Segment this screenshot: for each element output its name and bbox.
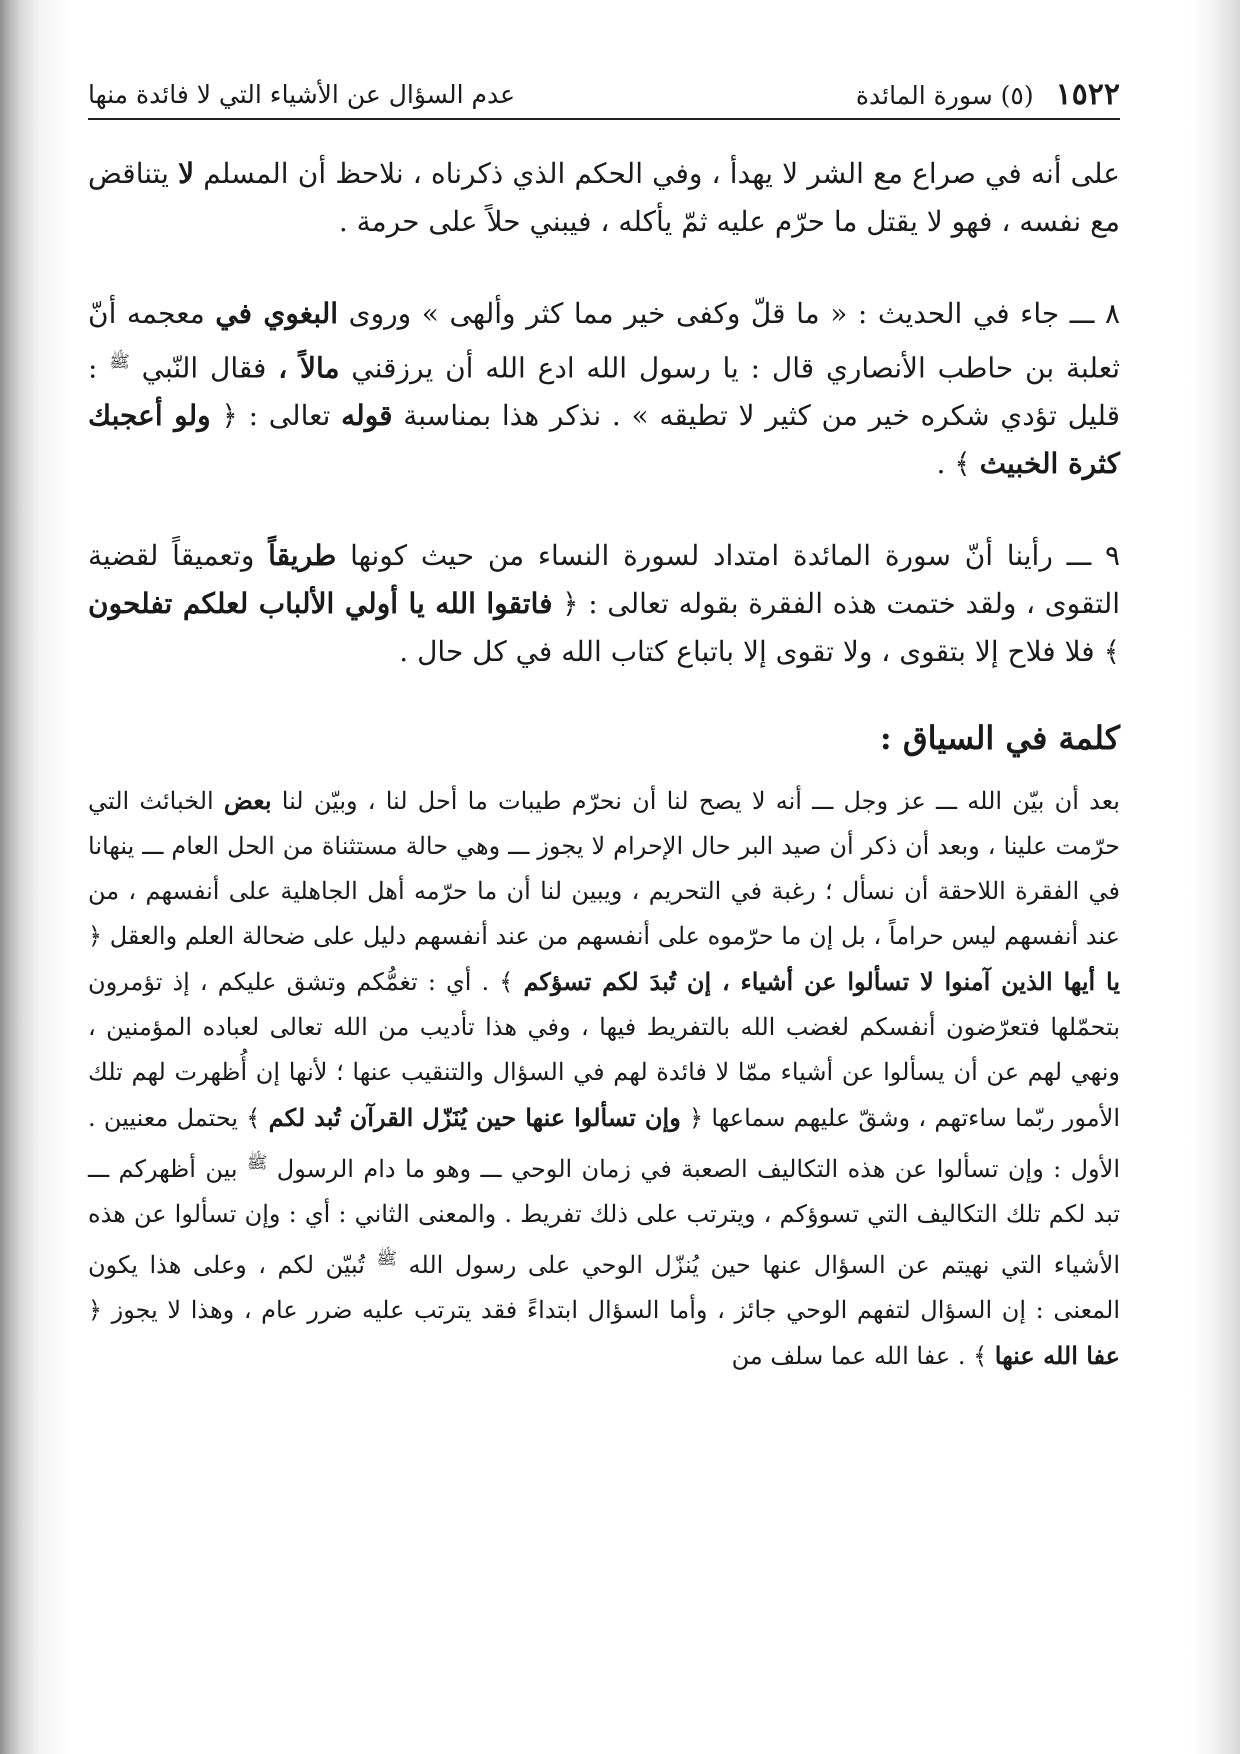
bold-run: طريقاً [268, 539, 337, 573]
bold-run: قوله [341, 399, 393, 433]
section-heading: كلمة في السياق : [879, 719, 1120, 758]
header-topic: عدم السؤال عن الأشياء التي لا فائدة منها [88, 79, 516, 109]
bold-run: بعض [223, 786, 272, 816]
page-body [88, 150, 1120, 1730]
salla-ligature: ﷺ [376, 1249, 398, 1270]
bold-run: مالاً ، [278, 351, 340, 385]
quran-quote: ولو أعجبك كثرة الخبيث [88, 399, 1120, 481]
text-run: فقال النّبي [129, 351, 279, 385]
text-run: ﴾ فلا فلاح إلا بتقوى ، ولا تقوى إلا باتباع كتاب الله في كل حال . [399, 635, 1120, 669]
bold-run: البغوي في [215, 297, 339, 330]
text-run: يتناقض مع نفسه ، فهو لا يقتل ما حرّم عليه ثمّ يأكله ، فيبني حلاً على حرمة . [88, 157, 1120, 238]
salla-ligature: ﷺ [109, 352, 130, 372]
text-run: ٩ ـــ رأينا أنّ سورة المائدة امتداد لسورة النساء من حيث كونها [336, 539, 1120, 573]
text-run: بعد أن بيّن الله ـــ عز وجل ـــ أنه لا يصح لنا أن نحرّم طيبات ما أحل لنا ، وبيّن لنا [271, 787, 1120, 816]
header-right [856, 77, 1120, 112]
salla-ligature: ﷺ [246, 1153, 268, 1174]
text-run: الخبائث التي حرّمت علينا ، وبعد أن ذكر أن صيد البر حال الإحرام لا يجوز ـــ وهي حالة مستثناة من الحل العام ـــ ينهانا في الفقرة اللاحقة أن نسأل ؛ رغبة في التحريم ، ويبين لنا أن ما حرّمه أهل الجاهلية على أنفسهم ، من عند أنفسهم ليس حراماً ، بل إن ما حرّموه على أنفسهم من عند أنفسهم دليل على ضحالة العلم والعقل ﴿ [88, 787, 1120, 951]
text-run: ٨ ـــ جاء في الحديث : « ما قلّ وكفى خير مما كثر وألهى » وروى [338, 297, 1120, 330]
header-rule [88, 118, 1120, 120]
text-run: ﴾ . عفا الله عما سلف من [731, 1342, 995, 1371]
text-run: وتعميقاً لقضية التقوى ، ولقد ختمت هذه الفقرة بقوله تعالى : ﴿ [88, 539, 1120, 621]
paragraph-8 [88, 290, 1120, 488]
quran-quote: وإن تسألوا عنها حين يُنَزّل القرآن تُبد لكم [268, 1103, 681, 1133]
text-run: : قليل تؤدي شكره خير من كثير لا تطيقه » . نذكر هذا بمناسبة [88, 351, 1120, 433]
surah-name: (٥) سورة المائدة [855, 80, 1034, 110]
page-number: ١٥٢٢ [1055, 76, 1120, 112]
text-run: ﴾ يحتمل معنيين . الأول : وإن تسألوا عن هذه التكاليف الصعبة في زمان الوحي ـــ وهو ما دام الرسول [88, 1104, 1120, 1184]
quran-quote: يا أيها الذين آمنوا لا تسألوا عن أشياء ، إن تُبدَ لكم تسؤكم [523, 967, 1120, 997]
paragraph-9 [88, 532, 1120, 676]
text-run: تعالى : ﴿ [210, 399, 342, 433]
text-run: بين أظهركم ـــ تبد لكم تلك التكاليف التي تسوؤكم ، ويترتب على ذلك تفريط . والمعنى الثاني : أي : وإن تسألوا عن هذه الأشياء التي نهيتم عن السؤال عنها حين يُنزّل الوحي على رسول الله [88, 1155, 1121, 1280]
paragraph-context [88, 778, 1120, 1379]
text-run: تُبيّن لكم ، وعلى هذا يكون المعنى : إن السؤال لتفهم الوحي جائز ، وأما السؤال ابتداءً فقد يترتب عليه ضرر عام ، وهذا لا يجوز ﴿ [88, 1251, 1120, 1325]
page-header [88, 72, 1120, 116]
paragraph-intro [88, 150, 1120, 246]
text-run: ﴾ . [936, 447, 980, 481]
text-run: ﴾ . أي : تغمُّكم وتشق عليكم ، إذ تؤمرون بتحمّلها فتعرّضون أنفسكم لغضب الله بالتفريط فيها ، وفي هذا تأديب من الله تعالى لعباده المؤمنين ، ونهي لهم عن أن يسألوا عن أشياء ممّا لا فائدة لهم في السؤال والتنقيب عنها ؛ لأنها إن أُظهرت لهم تلك الأمور ربّما ساءتهم ، وشقّ عليهم سماعها ﴿ [88, 968, 1120, 1133]
text-run: معجمه أنّ ثعلبة بن حاطب الأنصاري قال : يا رسول الله ادع الله أن يرزقني [88, 297, 1120, 385]
quran-quote: فاتقوا الله يا أولي الألباب لعلكم تفلحون [88, 587, 553, 621]
text-run: على أنه في صراع مع الشر لا يهدأ ، وفي الحكم الذي ذكرناه ، نلاحظ أن المسلم [194, 157, 1121, 190]
quran-quote: عفا الله عنها [994, 1341, 1120, 1371]
bold-run: لا [178, 157, 195, 190]
